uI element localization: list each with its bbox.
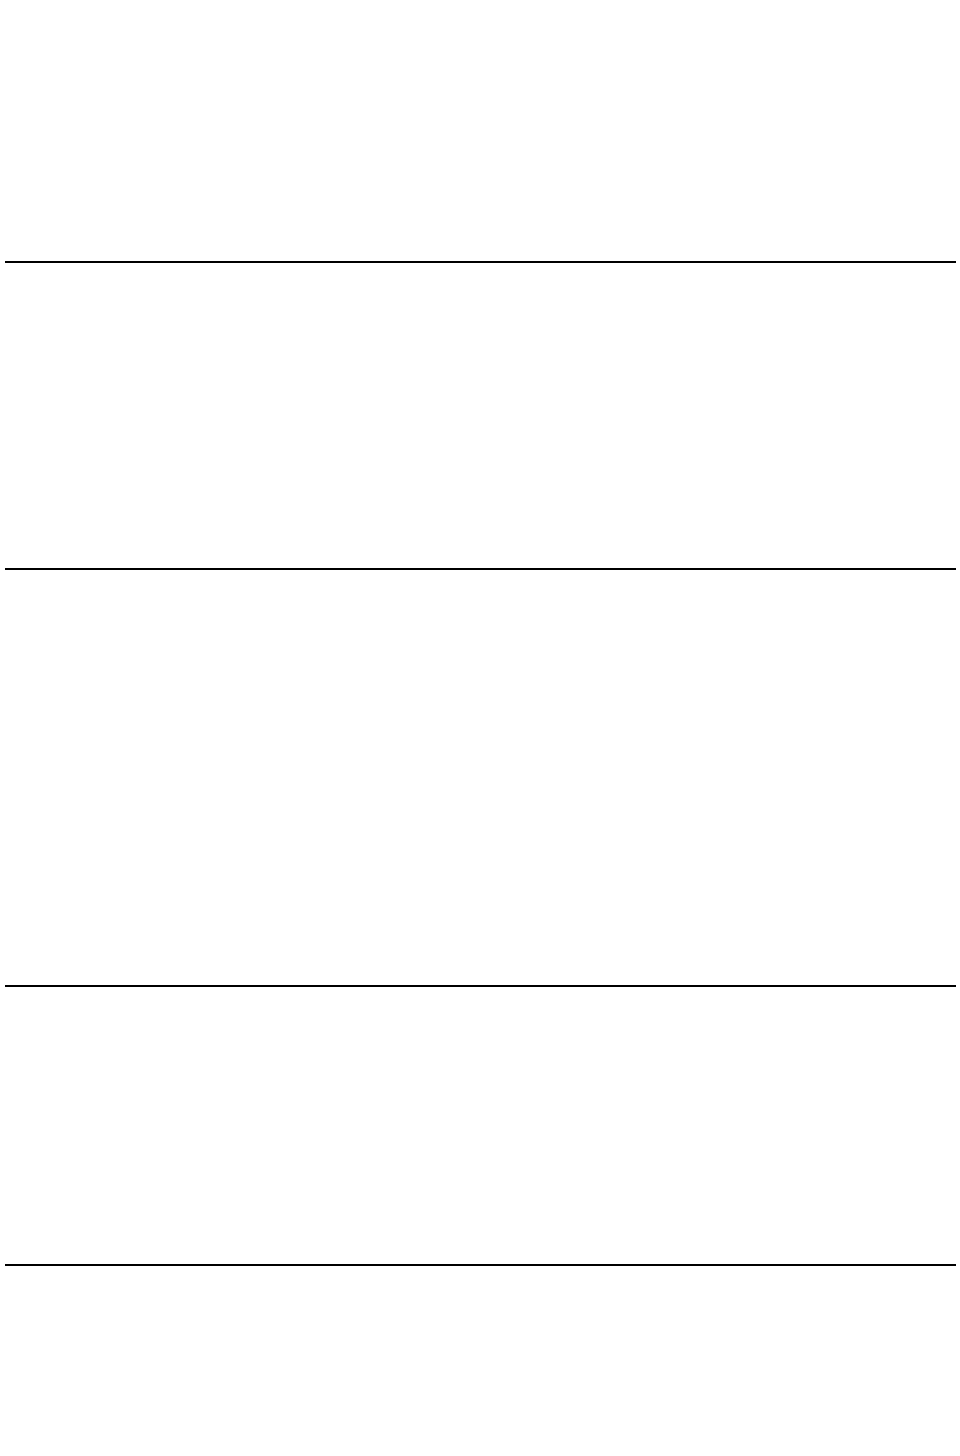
toc-section-rychle-hledani bbox=[0, 229, 960, 277]
toc-section-moje-trasy bbox=[0, 1232, 960, 1280]
section-heading[interactable] bbox=[5, 536, 956, 570]
section-heading[interactable] bbox=[5, 953, 956, 987]
toc-section-zmena-trasy bbox=[0, 953, 960, 1001]
section-heading[interactable] bbox=[5, 229, 956, 263]
toc-section-planovani-trasy bbox=[0, 536, 960, 584]
section-heading[interactable] bbox=[5, 1232, 956, 1266]
